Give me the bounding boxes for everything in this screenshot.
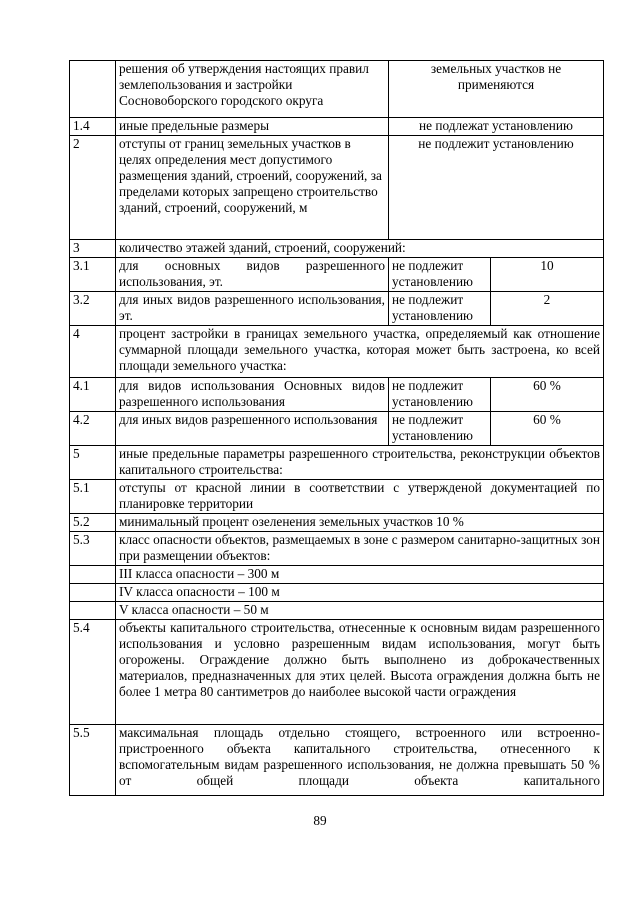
row-number: 5.4 [70,620,116,725]
row-number: 4.2 [70,412,116,446]
row-number: 5.3 [70,532,116,566]
row-value-b: 60 % [491,412,604,446]
row-text: объекты капитального строительства, отнесенные к основным видам разрешенного использования и условно разрешенным видам использования, могут быть огорожены. Ограждение должно быть выполнено из доброкачественных материалов, предназначенных для этих целей. Высота ограждения должна быть не более 1 метра 80 сантиметров до наиболее высокой части ограждения [116,620,604,725]
row-text: для иных видов разрешенного использования [116,412,389,446]
table-row [70,326,604,378]
row-text: иные предельные параметры разрешенного строительства, реконструкции объектов капитального строительства: [116,446,604,480]
table-row [70,412,604,446]
row-number: 1.4 [70,118,116,136]
row-number: 3.2 [70,292,116,326]
row-value: не подлежит установлению [389,136,604,240]
row-number [70,566,116,584]
row-value-a: не подлежит установлению [389,292,491,326]
table-row [70,620,604,725]
row-text: класс опасности объектов, размещаемых в зоне с размером санитарно-защитных зон при размещении объектов: [116,532,604,566]
table-row [70,136,604,240]
row-text: отступы от границ земельных участков в целях определения мест допустимого размещения зданий, строений, сооружений, за пределами которых запрещено строительство зданий, строений, сооружений, м [116,136,389,240]
row-number: 4 [70,326,116,378]
row-value: не подлежат установлению [389,118,604,136]
row-text: IV класса опасности – 100 м [116,584,604,602]
row-text: V класса опасности – 50 м [116,602,604,620]
row-number [70,61,116,118]
table-row [70,61,604,118]
table-row [70,480,604,514]
row-text: максимальная площадь отдельно стоящего, встроенного или встроенно-пристроенного объекта капитального строительства, отнесенного к вспомогательным видам разрешенного использования, не должна превышать 50 % от общей площади объекта капитального [116,725,604,796]
row-text: иные предельные размеры [116,118,389,136]
row-value-a: не подлежит установлению [389,258,491,292]
regulations-table [69,60,604,796]
table-row [70,532,604,566]
table-row [70,514,604,532]
row-number: 5.1 [70,480,116,514]
page-number: 89 [313,813,327,828]
table-row [70,566,604,584]
row-number [70,602,116,620]
row-text: III класса опасности – 300 м [116,566,604,584]
row-number: 4.1 [70,378,116,412]
table-row [70,258,604,292]
row-number: 5.5 [70,725,116,796]
row-value-b: 2 [491,292,604,326]
row-text: решения об утверждения настоящих правил землепользования и застройки Сосновоборского городского округа [116,61,389,118]
row-text: процент застройки в границах земельного участка, определяемый как отношение суммарной площади земельного участка, которая может быть застроена, ко всей площади земельного участка: [116,326,604,378]
table-row [70,446,604,480]
table-row [70,240,604,258]
row-value: земельных участков не применяются [389,61,604,118]
row-value-b: 60 % [491,378,604,412]
row-text: минимальный процент озеленения земельных участков 10 % [116,514,604,532]
row-number: 5.2 [70,514,116,532]
row-value-a: не подлежит установлению [389,412,491,446]
row-value-b: 10 [491,258,604,292]
table-row [70,725,604,796]
row-number: 2 [70,136,116,240]
table-row [70,584,604,602]
row-text: для основных видов разрешенного использования, эт. [116,258,389,292]
row-text: для видов использования Основных видов разрешенного использования [116,378,389,412]
table-row [70,378,604,412]
table-row [70,292,604,326]
row-number: 3.1 [70,258,116,292]
row-text: отступы от красной линии в соответствии с утвержденой документацией по планировке территории [116,480,604,514]
table-row [70,118,604,136]
table-row [70,602,604,620]
row-number [70,584,116,602]
row-text: количество этажей зданий, строений, сооружений: [116,240,604,258]
row-number: 3 [70,240,116,258]
row-text: для иных видов разрешенного использования, эт. [116,292,389,326]
row-value-a: не подлежит установлению [389,378,491,412]
row-number: 5 [70,446,116,480]
